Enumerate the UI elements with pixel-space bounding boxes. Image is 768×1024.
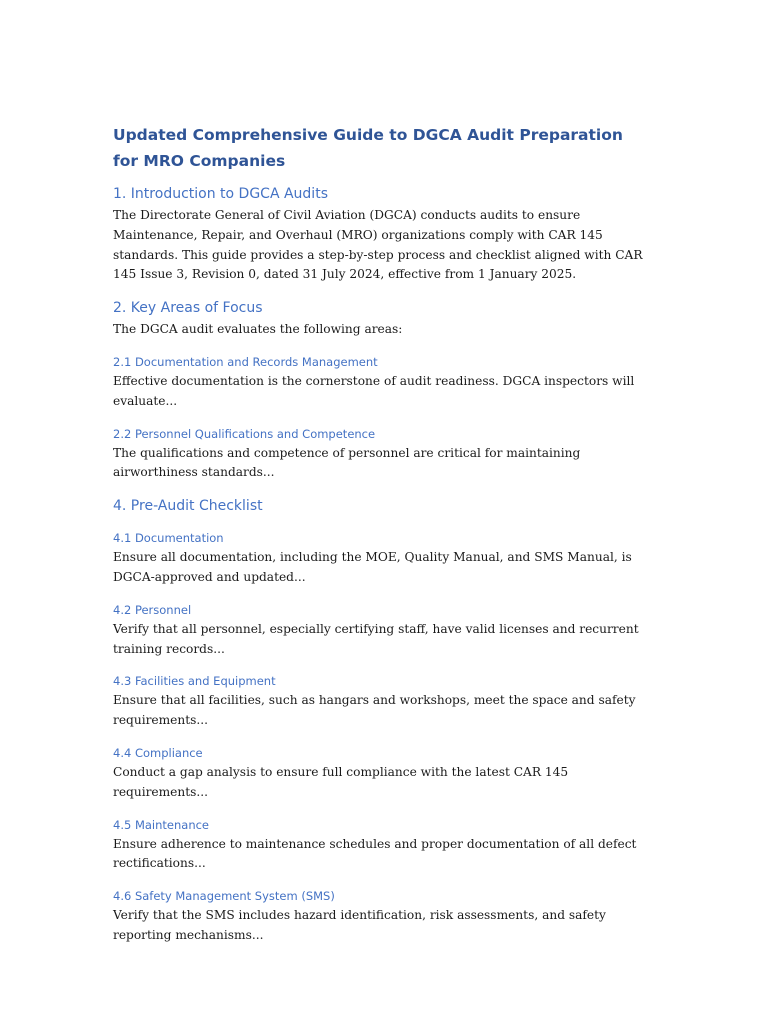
subsection-body-2-1: Effective documentation is the cornerstone of audit readiness. DGCA inspectors will evaluate...	[113, 373, 635, 408]
section-heading-key-areas: 2. Key Areas of Focus	[113, 300, 263, 317]
subsection-heading-4-5: 4.5 Maintenance	[113, 817, 210, 832]
section-heading-pre-audit-checklist: 4. Pre-Audit Checklist	[113, 498, 263, 515]
subsection-body-4-2: Verify that all personnel, especially certifying staff, have valid licenses and recurrent training records...	[113, 621, 639, 656]
subsection-heading-2-2: 2.2 Personnel Qualifications and Competence	[113, 426, 376, 441]
subsection-body-4-3: Ensure that all facilities, such as hangars and workshops, meet the space and safety requirements...	[113, 693, 636, 728]
subsection-heading-4-6: 4.6 Safety Management System (SMS)	[113, 889, 335, 904]
document-page	[113, 122, 653, 946]
subsection-body-4-1: Ensure all documentation, including the MOE, Quality Manual, and SMS Manual, is DGCA-approved and updated...	[113, 550, 632, 584]
subsection-body-2-2: The qualifications and competence of personnel are critical for maintaining airworthiness standards...	[113, 445, 581, 480]
section-body-key-areas: The DGCA audit evaluates the following areas:	[113, 322, 403, 337]
document-title: Updated Comprehensive Guide to DGCA Audit Preparation for MRO Companies	[113, 126, 623, 170]
subsection-heading-2-1: 2.1 Documentation and Records Management	[113, 354, 378, 369]
subsection-heading-4-2: 4.2 Personnel	[113, 602, 192, 617]
subsection-body-4-6: Verify that the SMS includes hazard identification, risk assessments, and safety reporting mechanisms...	[113, 908, 606, 942]
section-body-introduction: The Directorate General of Civil Aviation (DGCA) conducts audits to ensure Maintenance, Repair, and Overhaul (MRO) organizations comply with CAR 145 standards. This guide provides a step-by-step process and checklist aligned with CAR 145 Issue 3, Revision 0, dated 31 July 2024, effective from 1 January 2025.	[113, 208, 643, 282]
subsection-body-4-4: Conduct a gap analysis to ensure full compliance with the latest CAR 145 requirements...	[113, 764, 569, 799]
subsection-heading-4-4: 4.4 Compliance	[113, 745, 203, 760]
section-heading-introduction: 1. Introduction to DGCA Audits	[113, 186, 328, 202]
subsection-body-4-5: Ensure adherence to maintenance schedules and proper documentation of all defect rectifications...	[113, 836, 637, 871]
subsection-heading-4-1: 4.1 Documentation	[113, 531, 224, 546]
subsection-heading-4-3: 4.3 Facilities and Equipment	[113, 674, 276, 689]
